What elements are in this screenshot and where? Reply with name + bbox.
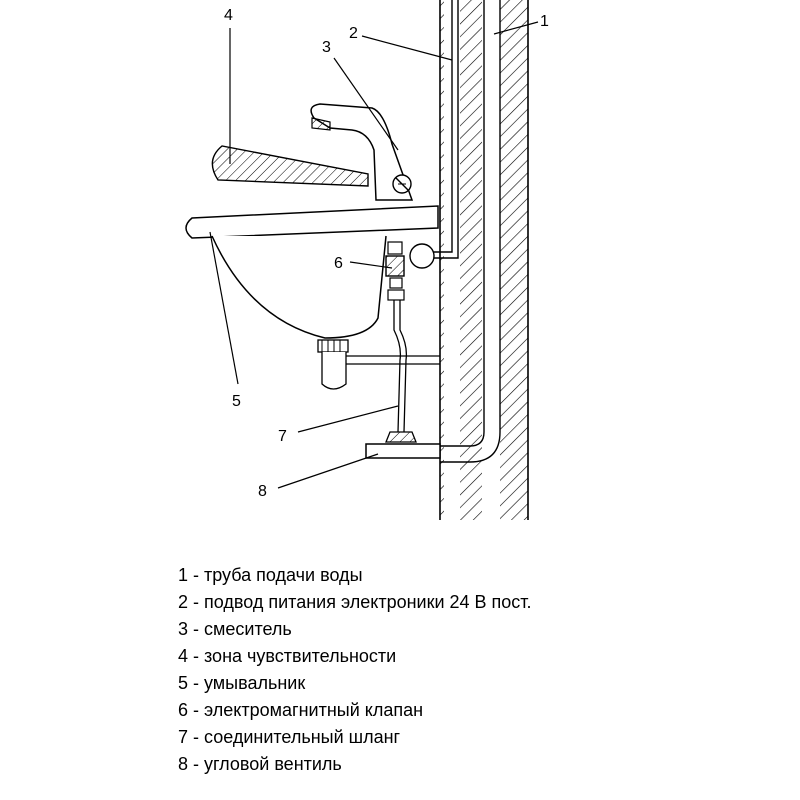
legend-item-7: 7 - соединительный шланг	[178, 727, 401, 747]
callout-5: 5	[232, 393, 241, 410]
callout-2: 2	[349, 25, 358, 42]
solenoid-valve	[386, 242, 404, 300]
legend-item-8: 8 - угловой вентиль	[178, 754, 342, 774]
legend-item-5: 5 - умывальник	[178, 673, 306, 693]
legend-item-4: 4 - зона чувствительности	[178, 646, 397, 666]
sensitivity-zone	[212, 146, 368, 186]
legend-item-6: 6 - электромагнитный клапан	[178, 700, 424, 720]
legend	[178, 562, 532, 778]
callout-7: 7	[278, 428, 287, 445]
callout-3: 3	[322, 39, 331, 56]
callout-1: 1	[540, 13, 549, 30]
legend-item-1: 1 - труба подачи воды	[178, 565, 363, 585]
electronics-box	[410, 244, 434, 268]
legend-item-3: 3 - смеситель	[178, 619, 292, 639]
connecting-hose	[394, 300, 406, 432]
callout-8: 8	[258, 483, 267, 500]
callout-6: 6	[334, 255, 343, 272]
callout-4: 4	[224, 7, 233, 24]
legend-item-2: 2 - подвод питания электроники 24 В пост.	[178, 592, 532, 612]
